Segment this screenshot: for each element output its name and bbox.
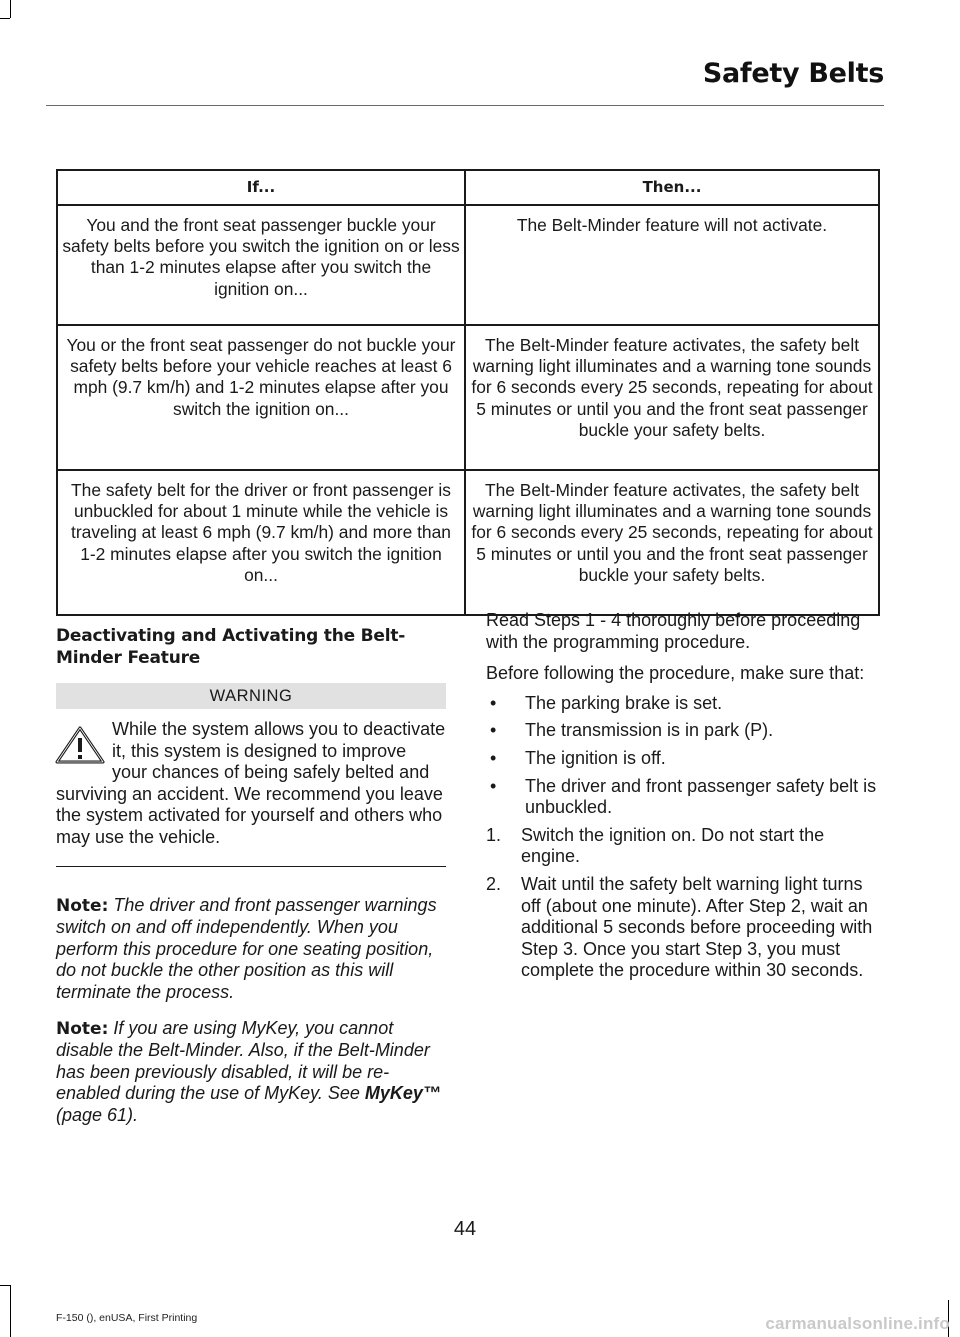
- step-number: 2.: [486, 873, 502, 894]
- belt-minder-table: [56, 169, 880, 616]
- list-item-text: The ignition is off.: [525, 747, 666, 768]
- column-header-if: If...: [57, 170, 465, 205]
- warning-label: WARNING: [209, 686, 293, 705]
- watermark: carmanualsonline.info: [765, 1314, 950, 1333]
- list-item-text: The transmission is in park (P).: [525, 720, 774, 741]
- intro-paragraph: Read Steps 1 - 4 thoroughly before proceeding with the programming procedure.: [486, 610, 861, 652]
- footer-edition: F-150 (), enUSA, First Printing: [56, 1312, 198, 1324]
- note-text: If you are using MyKey, you cannot disable the Belt-Minder. Also, if the Belt-Minder has been previously disabled, it will be re-enabled during the use of MyKey. See: [56, 1017, 430, 1104]
- table-cell-then: The Belt-Minder feature activates, the safety belt warning light illuminates and a warning tone sounds for 6 seconds every 25 seconds, repeating for about 5 minutes or until you and the front seat passenger buckle your safety belts.: [465, 325, 879, 470]
- step-text: Wait until the safety belt warning light turns off (about one minute). After Step 2, wait an additional 5 seconds before proceeding with Step 3. Once you start Step 3, you must complete the procedure within 30 seconds.: [521, 873, 873, 981]
- list-item-text: The driver and front passenger safety belt is unbuckled.: [525, 775, 877, 818]
- note-label: Note:: [56, 1018, 109, 1039]
- table-cell-if: You or the front seat passenger do not buckle your safety belts before your vehicle reaches at least 6 mph (9.7 km/h) and 1-2 minutes elapse after you switch the ignition on...: [57, 325, 465, 470]
- crop-mark-bottom-left-h: [0, 1285, 10, 1286]
- table-cell-if: You and the front seat passenger buckle your safety belts before you switch the ignition on or less than 1-2 minutes elapse after you switch the ignition on...: [57, 205, 465, 325]
- table-header-row: [57, 170, 879, 205]
- step-number: 1.: [486, 824, 502, 845]
- checklist: [486, 693, 880, 819]
- before-paragraph: Before following the procedure, make sure that:: [486, 663, 865, 684]
- bullet-mark: •: [490, 747, 497, 768]
- list-item-text: The parking brake is set.: [525, 692, 723, 713]
- warning-triangle-icon: [54, 725, 106, 765]
- table-cell-then: The Belt-Minder feature will not activate.: [465, 205, 879, 325]
- list-item: [486, 693, 880, 715]
- page-number: 44: [453, 1218, 477, 1240]
- crop-mark-top-left-h: [0, 18, 10, 19]
- list-item: [486, 776, 880, 819]
- note-independent-warnings: [56, 895, 446, 1004]
- note-mykey: [56, 1018, 446, 1127]
- table-row: [57, 325, 879, 470]
- page-title: Safety Belts: [702, 58, 884, 89]
- warning-text: While the system allows you to deactivate it, this system is designed to improve your chances of being safely belted and surviving an accident. We recommend you leave the system activated for yourself and others who may use the vehicle.: [56, 719, 446, 847]
- crop-mark-bottom-left: [10, 1285, 11, 1337]
- crop-mark-top-left: [10, 0, 11, 18]
- bullet-mark: •: [490, 775, 497, 796]
- step-item: [486, 874, 880, 982]
- left-column: [56, 610, 446, 1127]
- step-text: Switch the ignition on. Do not start the engine.: [521, 824, 825, 867]
- note-label: Note:: [56, 895, 109, 916]
- bullet-mark: •: [490, 692, 497, 713]
- table-cell-then: The Belt-Minder feature activates, the safety belt warning light illuminates and a warning tone sounds for 6 seconds every 25 seconds, repeating for about 5 minutes or until you and the front seat passenger buckle your safety belts.: [465, 470, 879, 615]
- column-header-then: Then...: [465, 170, 879, 205]
- table-row: [57, 470, 879, 615]
- header-divider: [46, 105, 884, 106]
- procedure-steps: [486, 825, 880, 982]
- warning-body: [56, 719, 446, 849]
- step-item: [486, 825, 880, 868]
- table-row: [57, 205, 879, 325]
- list-item: [486, 720, 880, 742]
- table-cell-if: The safety belt for the driver or front passenger is unbuckled for about 1 minute while the vehicle is traveling at least 6 mph (9.7 km/h) and more than 1-2 minutes elapse after you switch the ignition on...: [57, 470, 465, 615]
- bullet-mark: •: [490, 720, 497, 741]
- section-heading: Deactivating and Activating the Belt-Minder Feature: [56, 626, 406, 668]
- warning-banner: [56, 683, 446, 709]
- right-column: [486, 610, 880, 988]
- mykey-reference-link[interactable]: MyKey™: [364, 1083, 441, 1104]
- page-reference: (page 61).: [56, 1104, 139, 1125]
- list-item: [486, 748, 880, 770]
- note-text: The driver and front passenger warnings switch on and off independently. When you perform this procedure for one seating position, do not buckle the other position as this will terminate the process.: [56, 894, 437, 1002]
